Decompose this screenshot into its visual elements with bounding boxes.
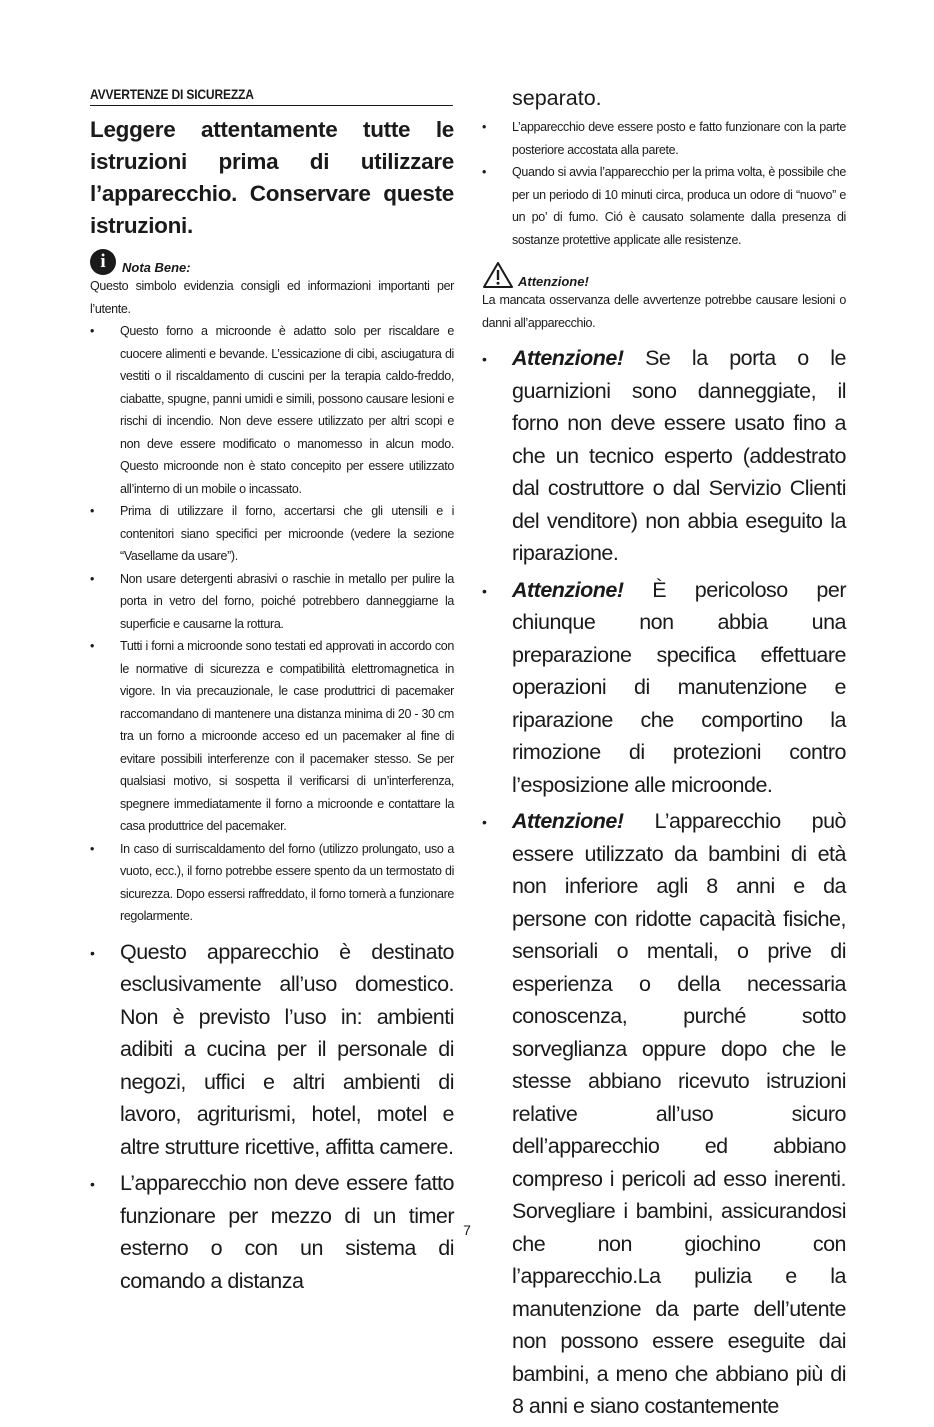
list-item: • Questo forno a microonde è adatto solo per riscaldare e cuocere alimenti e bevande. L’essicazione di cibi, asciugatura di vestiti o il riscaldamento di cuscini per la terapia caldo-freddo, ciabatte, spugne, panni umidi e simili, possono causare lesioni e rischi di incendio. Non deve essere utilizzato per altri scopi e non deve essere modificato o manomesso in alcun modo. Questo microonde non è stato concepito per essere utilizzato all’interno di un mobile o incassato. (90, 320, 454, 500)
attention-label: Attenzione! (512, 346, 624, 370)
bullet: • (90, 1176, 95, 1192)
warning-text: La mancata osservanza delle avvertenze potrebbe causare lesioni o danni all’apparecchio. (482, 293, 846, 330)
section-heading: AVVERTENZE DI SICUREZZA (90, 86, 453, 106)
attention-label: Attenzione! (512, 809, 624, 833)
bullet: • (90, 571, 95, 586)
bullet: • (482, 582, 487, 599)
list-item: • L’apparecchio deve essere posto e fatto funzionare con la parte posteriore accostata alla parete. (482, 116, 846, 161)
note-header (90, 249, 454, 275)
bullet: • (482, 814, 487, 830)
list-item: • Attenzione! È pericoloso per chiunque non abbia una preparazione specifica effettuare operazioni di manutenzione e riparazione che comportino la rimozione di protezioni contro l’esposizione alle microonde. (482, 574, 846, 802)
small-notes-list (482, 116, 846, 251)
page-number: 7 (463, 1222, 471, 1238)
list-item: • Attenzione! L’apparecchio può essere utilizzato da bambini di età non inferiore agli 8 anni e da persone con ridotte capacità fisiche, sensoriali o mentali, o prive di esperienza o della necessaria conoscenza, purché sotto sorveglianza oppure dopo che le stesse abbiano ricevuto istruzioni relative all’uso sicuro dell’apparecchio ed abbiano compreso i pericoli ad esso inerenti. Sorvegliare i bambini, assicurandosi che non giochino con l’apparecchio.La pulizia e la manutenzione da parte dell’utente non possono essere eseguite dai bambini, a meno che abbiano più di 8 anni e siano costantemente (482, 805, 846, 1423)
warning-header (482, 261, 846, 289)
list-item: • Attenzione! Se la porta o le guarnizioni sono danneggiate, il forno non deve essere usato fino a che un tecnico esperto (addestrato dal costruttore o dal Servizio Clienti del venditore) non abbia eseguito la riparazione. (482, 342, 846, 570)
bullet: • (90, 324, 95, 338)
info-icon: i (90, 249, 116, 275)
small-warning-list (90, 320, 454, 928)
attention-label: Attenzione! (512, 577, 624, 602)
note-title: Nota Bene: (122, 260, 191, 275)
list-item: • Quando si avvia l’apparecchio per la prima volta, è possibile che per un periodo di 10 minuti circa, produca un odore di “nuovo” e un po’ di fumo. Ció è causato solamente dalla presenza di sostanze protettive applicate alle resistenze. (482, 161, 846, 251)
list-item: • Tutti i forni a microonde sono testati ed approvati in accordo con le normative di sicurezza e compatibilità elettromagnetica in vigore. In via precauzionale, le case produttrici di pacemaker raccomandano di mantenere una distanza minima di 20 - 30 cm tra un forno a microonde acceso ed un pacemaker al fine di evitare possibili interferenze con il pacemaker stesso. Se per qualsiasi motivo, si sospetta il verificarsi di un’interferenza, spegnere immediatamente il forno a microonde e contattare la casa produttrice del pacemaker. (90, 635, 454, 838)
warning-triangle-icon (482, 261, 514, 289)
intro-instructions: Leggere attentamente tutte le istruzioni prima di utilizzare l’apparecchio. Conservare queste istruzioni. (90, 117, 454, 238)
bullet: • (482, 351, 487, 367)
bullet: • (90, 504, 95, 518)
bullet: • (482, 165, 487, 179)
large-warning-list (90, 936, 454, 1298)
bullet: • (482, 120, 487, 134)
continuation-text: separato. (512, 86, 602, 110)
list-item: • Non usare detergenti abrasivi o raschie in metallo per pulire la porta in vetro del forno, poiché potrebbero danneggiarne la superficie e causarne la rottura. (90, 568, 454, 636)
left-column (90, 86, 454, 1301)
bullet: • (90, 944, 95, 961)
list-item: • L’apparecchio non deve essere fatto funzionare per mezzo di un timer esterno o con un sistema di comando a distanza (90, 1167, 454, 1297)
warning-title: Attenzione! (518, 274, 589, 289)
note-text: Questo simbolo evidenzia consigli ed informazioni importanti per l’utente. (90, 279, 454, 316)
bullet: • (90, 841, 95, 856)
bullet: • (90, 639, 95, 653)
list-item: • Questo apparecchio è destinato esclusivamente all’uso domestico. Non è previsto l’uso in: ambienti adibiti a cucina per il personale di negozi, uffici e altri ambienti di lavoro, agriturismi, hotel, motel e altre strutture ricettive, affitta camere. (90, 936, 454, 1164)
attention-list (482, 342, 846, 1423)
list-item: • Prima di utilizzare il forno, accertarsi che gli utensili e i contenitori siano specifici per microonde (vedere la sezione “Vasellame da usare”). (90, 500, 454, 568)
list-item: • In caso di surriscaldamento del forno (utilizzo prolungato, uso a vuoto, ecc.), il forno potrebbe essere spento da un termostato di sicurezza. Dopo essersi raffreddato, il forno tornerà a funzionare regolarmente. (90, 838, 454, 928)
